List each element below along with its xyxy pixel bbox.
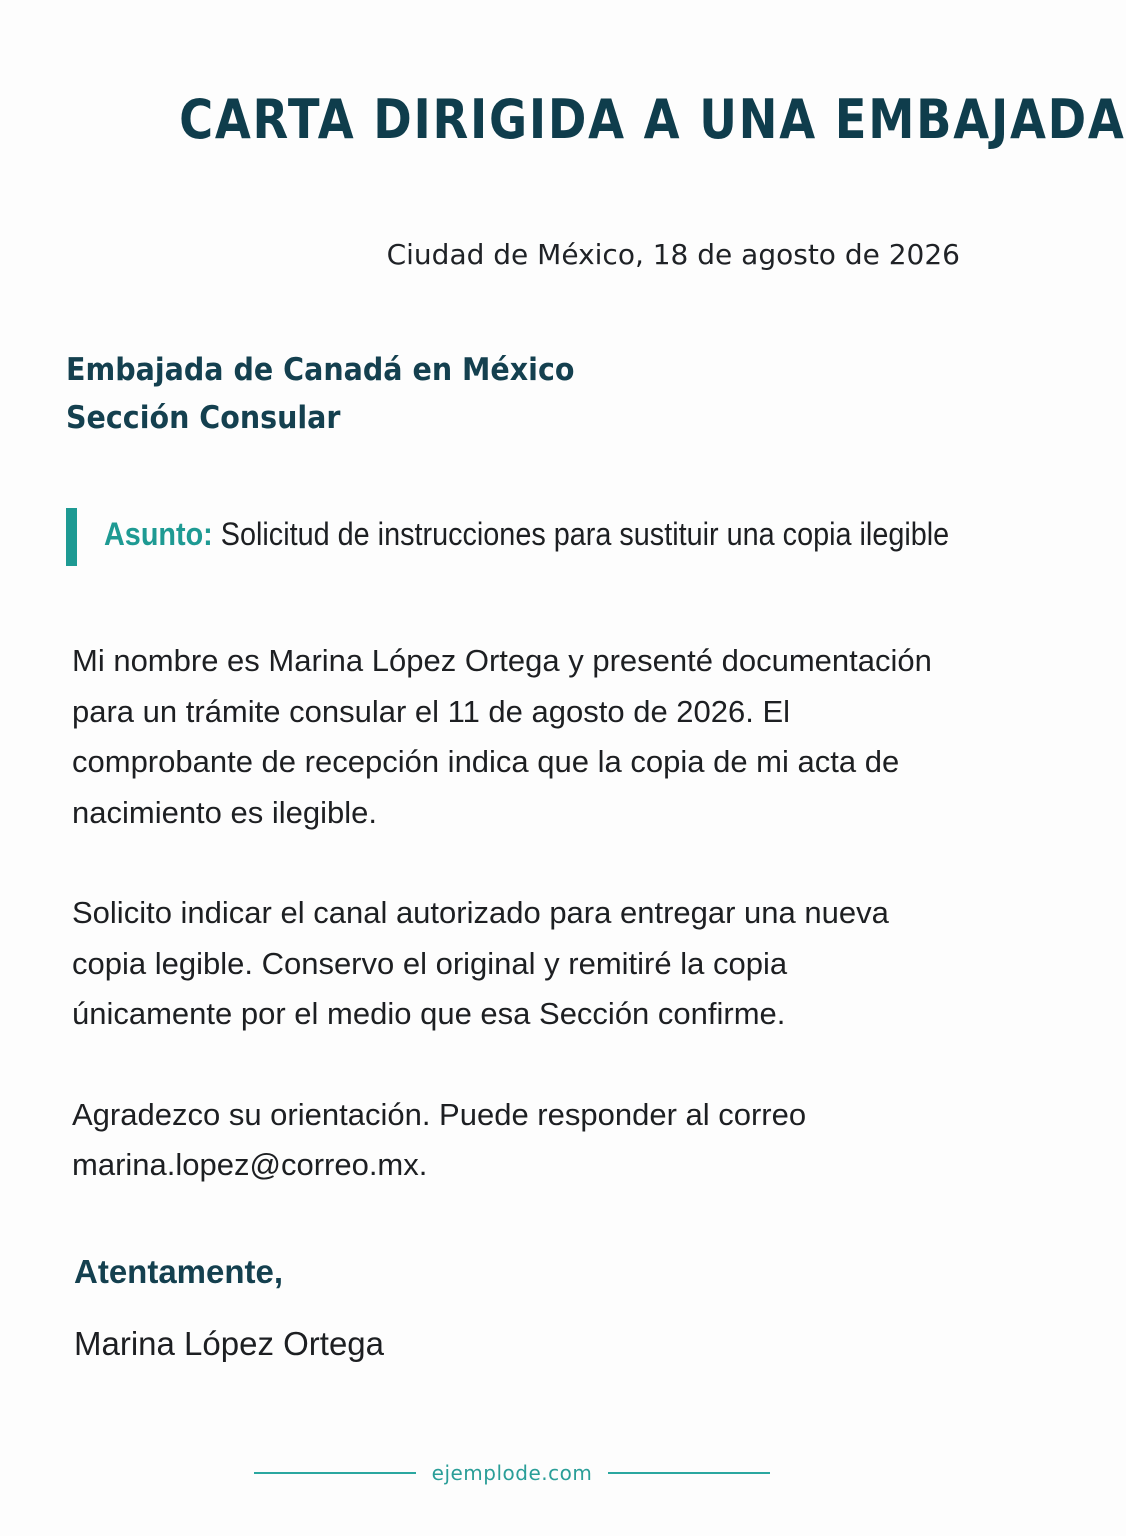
recipient-line-1: Embajada de Canadá en México [66, 352, 575, 388]
subject-line [104, 516, 949, 553]
subject-block [66, 506, 966, 566]
footer-line-right [608, 1472, 770, 1474]
body-paragraph-3: Agradezco su orientación. Puede responder al correo marina.lopez@correo.mx. [72, 1096, 807, 1182]
page-title: CARTA DIRIGIDA A UNA EMBAJADA [179, 88, 1126, 151]
signature-name: Marina López Ortega [74, 1325, 385, 1362]
subject-label: Asunto: [104, 516, 213, 552]
recipient-line-2: Sección Consular [66, 400, 341, 436]
letter-body [72, 636, 952, 1241]
closing-salutation: Atentamente, [74, 1253, 284, 1290]
body-paragraph-1: Mi nombre es Marina López Ortega y presenté documentación para un trámite consular el 11 de agosto de 2026. El comprobante de recepción indica que la copia de mi acta de nacimiento es ilegible. [72, 643, 932, 830]
footer-line-left [254, 1472, 416, 1474]
subject-value: Solicitud de instrucciones para sustituir una copia ilegible [220, 516, 950, 552]
footer-site-link[interactable]: ejemplode.com [431, 1461, 593, 1485]
recipient-block [66, 346, 619, 442]
date-line: Ciudad de México, 18 de agosto de 2026 [386, 238, 960, 271]
body-paragraph-2: Solicito indicar el canal autorizado para entregar una nueva copia legible. Conservo el original y remitiré la copia únicamente por el medio que esa Sección confirme. [72, 895, 889, 1031]
footer [254, 1458, 770, 1488]
subject-accent-bar [66, 508, 77, 566]
